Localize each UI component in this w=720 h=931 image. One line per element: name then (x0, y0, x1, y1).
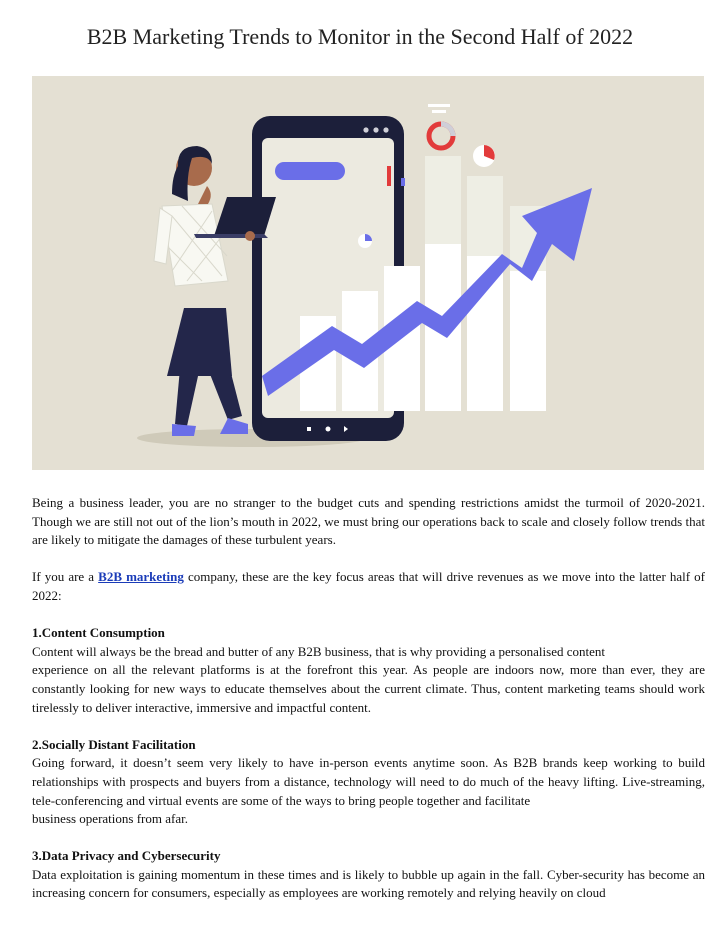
document-title: B2B Marketing Trends to Monitor in the Second Half of 2022 (86, 24, 634, 49)
marketing-growth-illustration-icon (32, 76, 704, 470)
section-text-line: Going forward, it doesn’t seem very likely to have in-person events anytime soon. As B2B brands keep working to build relationships with prospects and buyers from a distance, technology will need to do much of the heavy lifting. Live-streaming, tele-conferencing and virtual events are some of the ways to bring people together and facilitate (32, 755, 705, 808)
section-heading-content-consumption: 1.Content Consumption (32, 625, 165, 641)
article-body (32, 494, 705, 903)
b2b-marketing-link[interactable]: B2B marketing (98, 569, 184, 585)
section-heading-data-privacy: 3.Data Privacy and Cybersecurity (32, 848, 221, 864)
intro-paragraph-2: If you are a B2B marketing company, these are the key focus areas that will drive revenues as we move into the latter half of 2022: (32, 569, 705, 603)
section-text-line: business operations from afar. (32, 811, 188, 827)
hero-illustration (32, 76, 704, 470)
intro-paragraph: Being a business leader, you are no stranger to the budget cuts and spending restrictions amidst the turmoil of 2020-2021. Though we are still not out of the lion’s mouth in 2022, we must bring our operations back to scale and closely follow trends that are likely to mitigate the damages of these turbulent years. (32, 495, 705, 548)
section-text-line: Content will always be the bread and butter of any B2B business, that is why providing a personalised content (32, 643, 605, 659)
section-text-line: experience on all the relevant platforms is at the forefront this year. As people are indoors now, more than ever, they are constantly looking for new ways to educate themselves about the current climate. Thus, content marketing teams should work tirelessly to deliver interactive, immersive and impactful content. (32, 662, 705, 715)
section-text-line: Data exploitation is gaining momentum in these times and is likely to bubble up again in the fall. Cyber-security has become an increasing concern for consumers, especially as employees are working remotely and relying heavily on cloud (32, 866, 705, 901)
section-heading-socially-distant: 2.Socially Distant Facilitation (32, 736, 196, 752)
